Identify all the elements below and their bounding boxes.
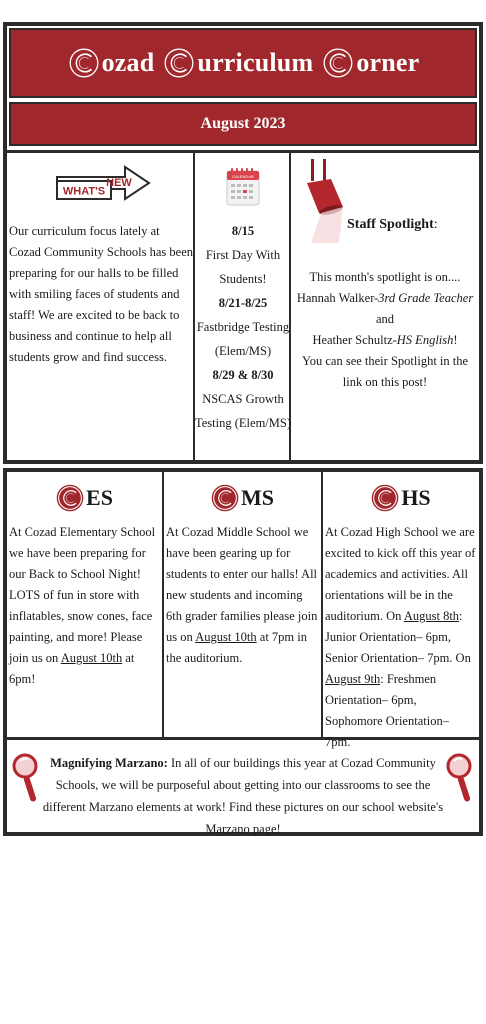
- spotlight-link-note: You can see their Spotlight in the link on this post!: [301, 354, 469, 389]
- top-section: [3, 22, 483, 464]
- month-banner: [9, 102, 477, 146]
- cozad-c-logo-icon: [56, 484, 84, 512]
- cozad-c-logo-icon: [321, 46, 355, 80]
- spotlight-and: and: [375, 312, 395, 326]
- cozad-c-logo-icon: [211, 484, 239, 512]
- hs-date-link-1: August 8th: [403, 609, 460, 623]
- es-text-body: At Cozad Elementary School we have been preparing for our Back to School Night! LOTS of fun in store with inflatables, snow cones, face painting, and more! Please join us on: [9, 525, 156, 665]
- high-column: [323, 472, 479, 749]
- event-list: [195, 219, 291, 435]
- cozad-c-logo-icon: [371, 484, 399, 512]
- dates-column: [195, 153, 291, 463]
- whats-new-badge-icon: [55, 165, 151, 205]
- title-banner: [9, 28, 477, 98]
- spotlight-icon: [305, 159, 345, 245]
- newsletter-title: [67, 46, 420, 80]
- bottom-section: [3, 468, 483, 836]
- hs-text-b: : Junior Orientation– 6pm, Senior Orientation– 7pm. On: [325, 609, 471, 665]
- ms-logo: [164, 484, 321, 512]
- hs-date-link-2: August 9th: [325, 672, 381, 686]
- event-date: 8/21-8/25: [218, 296, 268, 310]
- spotlight-role-2: HS English: [396, 333, 454, 347]
- es-text-end: at 6pm!: [9, 651, 135, 686]
- ms-date-link: August 10th: [195, 630, 257, 644]
- hs-abbr: HS: [401, 485, 431, 510]
- top-columns: [7, 150, 479, 460]
- marzano-section: [7, 744, 479, 836]
- hs-text-c: : Freshmen Orientation– 6pm, Sophomore Orientation– 7pm.: [325, 672, 449, 749]
- newsletter: [3, 22, 483, 836]
- school-columns: [7, 472, 479, 749]
- ms-text-end: at 7pm in the auditorium.: [166, 630, 307, 665]
- staff-spotlight-column: [291, 153, 479, 463]
- middle-column: [164, 472, 323, 740]
- spotlight-heading-text: Staff Spotlight: [347, 217, 434, 232]
- es-text: [9, 522, 161, 690]
- new-badge-text: NEW: [106, 177, 132, 189]
- marzano-label: Magnifying Marzano:: [50, 756, 168, 770]
- spotlight-text: [291, 267, 479, 393]
- spotlight-name-2: Heather Schultz-: [312, 333, 397, 347]
- calendar-icon-label: CALENDAR: [232, 174, 254, 179]
- spotlight-heading-colon: :: [433, 217, 438, 232]
- marzano-text: [41, 752, 445, 840]
- elementary-column: [7, 472, 164, 740]
- cozad-c-logo-icon: [162, 46, 196, 80]
- calendar-icon: [225, 165, 261, 209]
- month-label: August 2023: [200, 115, 286, 132]
- spotlight-role-1: 3rd Grade Teacher: [378, 291, 474, 305]
- whats-new-badge-text: WHAT'S: [62, 185, 106, 198]
- magnifying-glass-icon: [443, 752, 473, 806]
- hs-logo: [323, 484, 479, 512]
- ms-text: [166, 522, 318, 669]
- title-word-1: ozad: [101, 48, 155, 77]
- spotlight-exclaim: !: [453, 333, 458, 347]
- title-word-2: urriculum: [197, 48, 314, 77]
- es-date-link: August 10th: [60, 651, 123, 665]
- spotlight-heading: [347, 217, 438, 233]
- event-date: 8/15: [231, 224, 255, 238]
- cozad-c-logo-icon: [67, 46, 101, 80]
- es-logo: [7, 484, 162, 512]
- magnifying-glass-icon: [11, 752, 41, 806]
- event-description: NSCAS Growth Testing (Elem/MS): [195, 392, 291, 430]
- hs-text: [325, 522, 477, 753]
- marzano-body: In all of our buildings this year at Cozad Community Schools, we will be purposeful about getting into our classrooms to see the different Marzano elements at work! Find these pictures on our school website's Marzano page!: [42, 756, 444, 836]
- whats-new-text: Our curriculum focus lately at Cozad Community Schools has been preparing for our halls to be filled with smiling faces of students and staff! We are excited to be back to business and continue to help all students grow and find success.: [9, 224, 194, 364]
- event-description: First Day With Students!: [205, 248, 281, 286]
- ms-abbr: MS: [241, 485, 274, 510]
- spotlight-intro: This month's spotlight is on....: [309, 270, 461, 284]
- event-date: 8/29 & 8/30: [212, 368, 274, 382]
- es-abbr: ES: [86, 485, 113, 510]
- ms-text-body: At Cozad Middle School we have been gearing up for students to enter our halls! All new students and incoming 6th grader families please join us on: [166, 525, 318, 644]
- hs-text-a: At Cozad High School we are excited to kick off this year of academics and activities. All orientations will be in the auditorium. On: [325, 525, 476, 623]
- spotlight-name-1: Hannah Walker-: [296, 291, 379, 305]
- whats-new-column: [7, 153, 195, 463]
- title-word-3: orner: [356, 48, 420, 77]
- event-description: Fastbridge Testing (Elem/MS): [196, 320, 290, 358]
